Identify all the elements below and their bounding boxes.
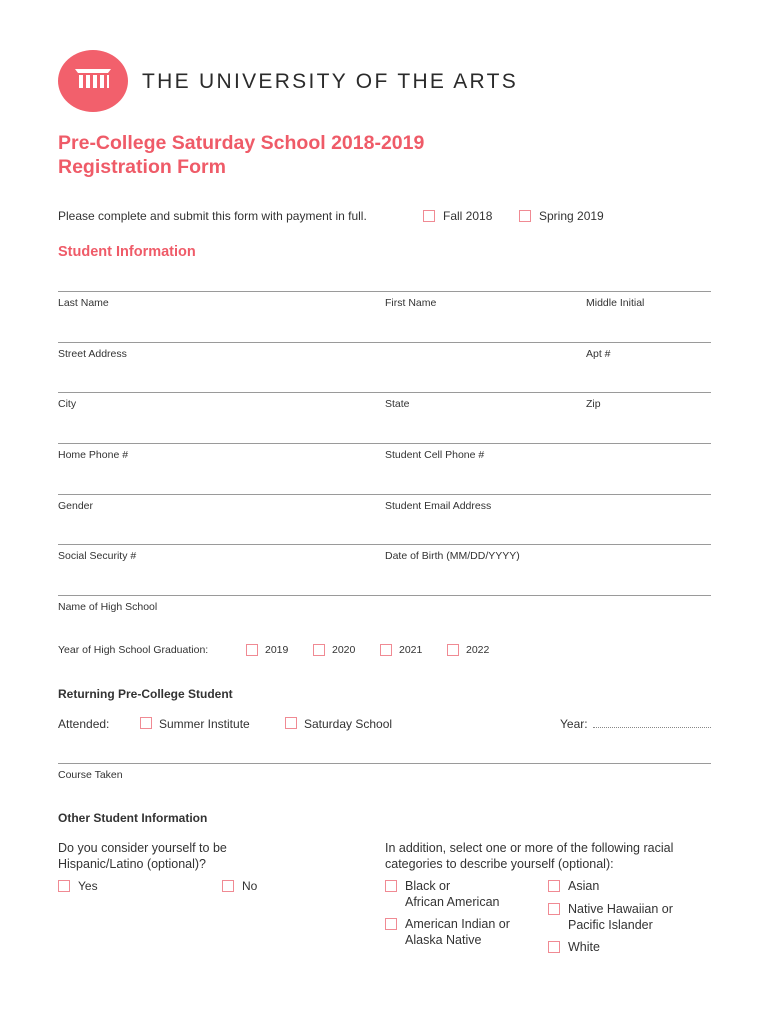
- native-hawaiian-checkbox[interactable]: [548, 903, 560, 915]
- american-indian-label-line2: Alaska Native: [405, 932, 482, 947]
- middle-initial-field[interactable]: Middle Initial: [586, 297, 645, 309]
- asian-checkbox[interactable]: [548, 880, 560, 892]
- grad-2020-label: 2020: [332, 644, 356, 656]
- high-school-field[interactable]: Name of High School: [58, 601, 158, 613]
- grad-2021-label: 2021: [399, 644, 423, 656]
- hispanic-yes-checkbox[interactable]: [58, 880, 70, 892]
- student-info-heading: Student Information: [58, 244, 196, 260]
- form-title-line1: Pre-College Saturday School 2018-2019: [58, 132, 425, 154]
- attended-label: Attended:: [58, 717, 110, 731]
- race-question: [385, 841, 673, 872]
- year-input-line[interactable]: [593, 727, 711, 728]
- black-label-line1: Black or: [405, 879, 451, 893]
- grad-2019-checkbox[interactable]: [246, 644, 258, 656]
- form-title-line2: Registration Form: [58, 156, 226, 178]
- grad-2020-checkbox[interactable]: [313, 644, 325, 656]
- field-divider: [58, 763, 711, 764]
- zip-field[interactable]: Zip: [586, 398, 601, 410]
- grad-2022-label: 2022: [466, 644, 490, 656]
- fall-2018-label: Fall 2018: [443, 209, 493, 223]
- form-title: [58, 131, 424, 179]
- fall-2018-checkbox[interactable]: [423, 210, 435, 222]
- hispanic-no-checkbox[interactable]: [222, 880, 234, 892]
- course-taken-field[interactable]: Course Taken: [58, 769, 123, 781]
- grad-2019-label: 2019: [265, 644, 289, 656]
- field-divider: [58, 342, 711, 343]
- white-label: White: [568, 940, 600, 954]
- hispanic-question: [58, 841, 227, 872]
- grad-2022-checkbox[interactable]: [447, 644, 459, 656]
- field-divider: [58, 595, 711, 596]
- race-question-line2: categories to describe yourself (optional):: [385, 856, 614, 871]
- hispanic-question-line1: Do you consider yourself to be: [58, 841, 227, 855]
- street-address-field[interactable]: Street Address: [58, 348, 127, 360]
- gender-field[interactable]: Gender: [58, 500, 94, 512]
- american-indian-label: [405, 917, 510, 948]
- org-name: THE UNIVERSITY OF THE ARTS: [142, 70, 519, 93]
- spring-2019-checkbox[interactable]: [519, 210, 531, 222]
- field-divider: [58, 494, 711, 495]
- field-divider: [58, 443, 711, 444]
- summer-institute-checkbox[interactable]: [140, 717, 152, 729]
- state-field[interactable]: State: [385, 398, 410, 410]
- other-info-heading: Other Student Information: [58, 811, 208, 825]
- american-indian-label-line1: American Indian or: [405, 917, 510, 931]
- summer-institute-label: Summer Institute: [159, 717, 250, 731]
- white-checkbox[interactable]: [548, 941, 560, 953]
- year-label: Year:: [560, 717, 588, 731]
- black-label: [405, 879, 499, 910]
- cell-phone-field[interactable]: Student Cell Phone #: [385, 449, 485, 461]
- field-divider: [58, 392, 711, 393]
- hispanic-no-label: No: [242, 879, 258, 893]
- field-divider: [58, 291, 711, 292]
- dob-field[interactable]: Date of Birth (MM/DD/YYYY): [385, 550, 520, 562]
- apt-field[interactable]: Apt #: [586, 348, 611, 360]
- native-hawaiian-label-line2: Pacific Islander: [568, 917, 653, 932]
- native-hawaiian-label: [568, 902, 673, 933]
- hispanic-question-line2: Hispanic/Latino (optional)?: [58, 856, 207, 871]
- home-phone-field[interactable]: Home Phone #: [58, 449, 129, 461]
- intro-text: Please complete and submit this form with payment in full.: [58, 209, 367, 223]
- asian-label: Asian: [568, 879, 600, 893]
- race-question-line1: In addition, select one or more of the following racial: [385, 841, 674, 855]
- email-field[interactable]: Student Email Address: [385, 500, 492, 512]
- native-hawaiian-label-line1: Native Hawaiian or: [568, 902, 673, 916]
- city-field[interactable]: City: [58, 398, 77, 410]
- last-name-field[interactable]: Last Name: [58, 297, 109, 309]
- first-name-field[interactable]: First Name: [385, 297, 437, 309]
- black-label-line2: African American: [405, 894, 500, 909]
- university-logo: [58, 50, 128, 112]
- returning-heading: Returning Pre-College Student: [58, 687, 233, 701]
- grad-2021-checkbox[interactable]: [380, 644, 392, 656]
- saturday-school-checkbox[interactable]: [285, 717, 297, 729]
- grad-year-label: Year of High School Graduation:: [58, 644, 209, 656]
- columns-icon: [58, 50, 128, 112]
- saturday-school-label: Saturday School: [304, 717, 393, 731]
- spring-2019-label: Spring 2019: [539, 209, 604, 223]
- field-divider: [58, 544, 711, 545]
- hispanic-yes-label: Yes: [78, 879, 98, 893]
- black-checkbox[interactable]: [385, 880, 397, 892]
- american-indian-checkbox[interactable]: [385, 918, 397, 930]
- ssn-field[interactable]: Social Security #: [58, 550, 137, 562]
